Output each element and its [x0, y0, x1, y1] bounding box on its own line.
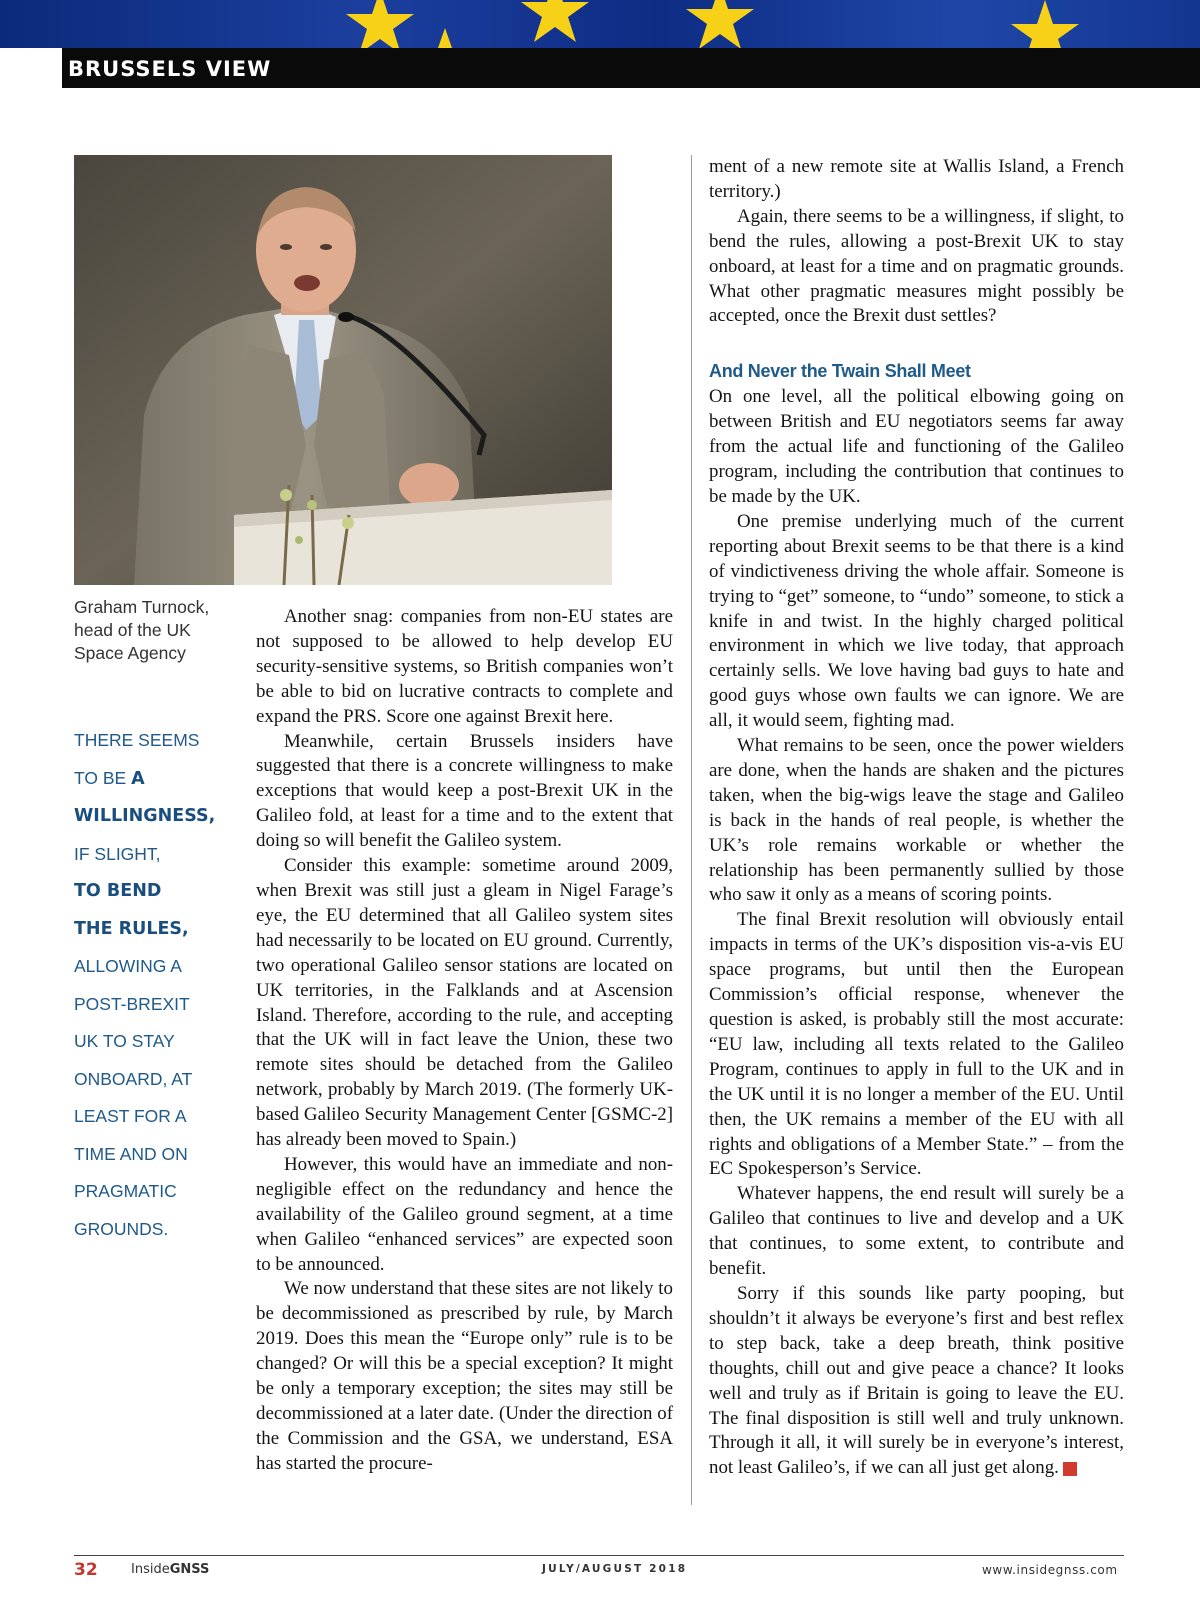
- article-paragraph: One premise underlying much of the current reporting about Brexit seems to be that there is a kind of vindictiveness driving the whole affair. Someone is trying to “get” someone, to “undo” someone, to stick a knife in and twist. In the highly charged political environment in which we live today, that approach certainly sells. We love having bad guys to hate and good guys whose own faults we can ignore. We are all, it would seem, fighting mad.: [709, 510, 1124, 732]
- pull-quote-text: TO BE: [74, 767, 132, 788]
- article-paragraph: ment of a new remote site at Wallis Island, a French territory.): [709, 156, 1124, 202]
- article-paragraph: On one level, all the political elbowing going on between British and EU negotiators seems far away from the actual life and functioning of the Galileo program, including the contribution that continues to be made by the UK.: [709, 386, 1124, 507]
- star-icon: [438, 28, 452, 48]
- website-url: www.insidegnss.com: [982, 1563, 1118, 1577]
- article-paragraph: Again, there seems to be a willingness, if slight, to bend the rules, allowing a post-Brexit UK to stay onboard, at least for a time and on pragmatic grounds. What other pragmatic measures might possibly be accepted, once the Brexit dust settles?: [709, 205, 1124, 327]
- article-paragraph: What remains to be seen, once the power wielders are done, when the hands are shaken and the pictures taken, when the big-wigs leave the stage and Galileo is back in the hands of real people, is whether the UK’s role remains workable or whether the relationship has been permanently sullied by those who saw it only as a means of scoring points.: [709, 735, 1124, 906]
- pull-quote-line: ONBOARD, AT: [74, 1068, 193, 1089]
- star-icon: [1011, 0, 1079, 48]
- pull-quote-line: [74, 760, 244, 799]
- pull-quote-line: THE RULES,: [74, 918, 189, 939]
- article-paragraph: We now understand that these sites are not likely to be decommissioned as prescribed by rule, by March 2019. Does this mean the “Europe only” rule is to be changed? Or will this be a special exception? It might be only a temporary exception; the sites may still be decommissioned at a later date. (Under the direction of the Commission and the GSA, we understand, ESA has started the procure-: [256, 1278, 673, 1474]
- caption-line: head of the UK: [74, 620, 191, 640]
- speaker-illustration: [74, 155, 612, 585]
- pull-quote-line: THERE SEEMS: [74, 730, 200, 750]
- article-paragraph: Whatever happens, the end result will surely be a Galileo that continues to live and develop and a UK that continues, to some extent, to contribute and benefit.: [709, 1183, 1124, 1280]
- eu-flag-banner: [0, 0, 1200, 48]
- photo-caption: [74, 596, 242, 665]
- article-paragraph: Consider this example: sometime around 2009, when Brexit was still just a gleam in Nigel Farage’s eye, the EU determined that all Galileo system sites had necessarily to be located on EU ground. Currently, two operational Galileo sensor stations are located on UK territories, in the Falklands and at Ascension Island. Therefore, according to the rule, and accepting that the UK will in fact leave the Union, these two remote sites should be detached from the Galileo network, probably by March 2019. (The formerly UK-based Galileo Security Management Center [GSMC-2] has already been moved to Spain.): [256, 855, 673, 1151]
- page-number: 32: [74, 1560, 98, 1580]
- pull-quote-line: GROUNDS.: [74, 1218, 169, 1239]
- pull-quote-line: ALLOWING A: [74, 956, 182, 976]
- star-icon: [346, 0, 414, 48]
- article-paragraph: The final Brexit resolution will obviously entail impacts in terms of the UK’s disposition vis-a-vis EU space programs, but until then the European Commission’s official response, whenever the question is asked, is probably still the most accurate: “EU law, including all texts related to the Galileo Program, continues to apply in full to the UK and in the UK until it is no longer a member of the EU. Until then, the UK remains a member of the EU with all rights and obligations of a Member State.” – from the EC Spokesperson’s Service.: [709, 909, 1124, 1180]
- pull-quote-line: PRAGMATIC: [74, 1181, 177, 1201]
- eu-stars-decoration: [0, 0, 1200, 48]
- pull-quote: [74, 722, 244, 1248]
- pull-quote-line: TO BEND: [74, 881, 162, 901]
- article-column-middle: [256, 605, 673, 1477]
- caption-line: Graham Turnock,: [74, 597, 210, 617]
- section-header-bar: [62, 48, 1200, 88]
- section-subhead: And Never the Twain Shall Meet: [709, 361, 971, 382]
- section-title: BRUSSELS VIEW: [68, 57, 272, 81]
- pull-quote-line: IF SLIGHT,: [74, 843, 161, 864]
- end-mark-icon: IG: [1063, 1462, 1077, 1476]
- article-paragraph: Another snag: companies from non-EU states are not supposed to be allowed to help develop EU security-sensitive systems, so British companies won’t be able to bid on lucrative contracts to complete and expand the PRS. Score one against Brexit here.: [256, 606, 673, 727]
- article-paragraph-final: [709, 1282, 1124, 1481]
- pull-quote-emphasis: A: [131, 768, 145, 789]
- magazine-name-prefix: Inside: [131, 1562, 170, 1577]
- star-icon: [686, 0, 754, 48]
- magazine-name-suffix: GNSS: [169, 1562, 210, 1577]
- pull-quote-line: UK TO STAY: [74, 1031, 175, 1051]
- column-divider: [691, 155, 692, 1505]
- article-paragraph: Meanwhile, certain Brussels insiders have suggested that there is a concrete willingness to make exceptions that would keep a post-Brexit UK in the Galileo fold, at least for a time and to the extent that doing so will benefit the Galileo system.: [256, 730, 673, 852]
- article-paragraph: However, this would have an immediate and non-negligible effect on the redundancy and hence the availability of the Galileo ground segment, at a time when Galileo “enhanced services” are expected soon to be announced.: [256, 1153, 673, 1275]
- magazine-name: [131, 1562, 209, 1577]
- speaker-photo: [74, 155, 612, 585]
- pull-quote-line: POST-BREXIT: [74, 993, 190, 1014]
- article-column-right: [709, 155, 1124, 1481]
- caption-line: Space Agency: [74, 643, 186, 663]
- footer-rule: [74, 1555, 1124, 1556]
- star-icon: [521, 0, 589, 42]
- final-paragraph-text: Sorry if this sounds like party pooping, but shouldn’t it always be everyone’s first and best reflex to step back, take a deep breath, think positive thoughts, chill out and give peace a chance? It looks well and truly as if Britain is going to leave the EU. The final disposition is still well and truly unknown. Through it all, it will surely be in everyone’s interest, not least Galileo’s, if we can all just get along.: [709, 1282, 1124, 1479]
- pull-quote-line: TIME AND ON: [74, 1143, 188, 1164]
- pull-quote-line: WILLINGNESS,: [74, 806, 216, 826]
- pull-quote-line: LEAST FOR A: [74, 1106, 187, 1126]
- issue-date: JULY/AUGUST 2018: [542, 1563, 688, 1575]
